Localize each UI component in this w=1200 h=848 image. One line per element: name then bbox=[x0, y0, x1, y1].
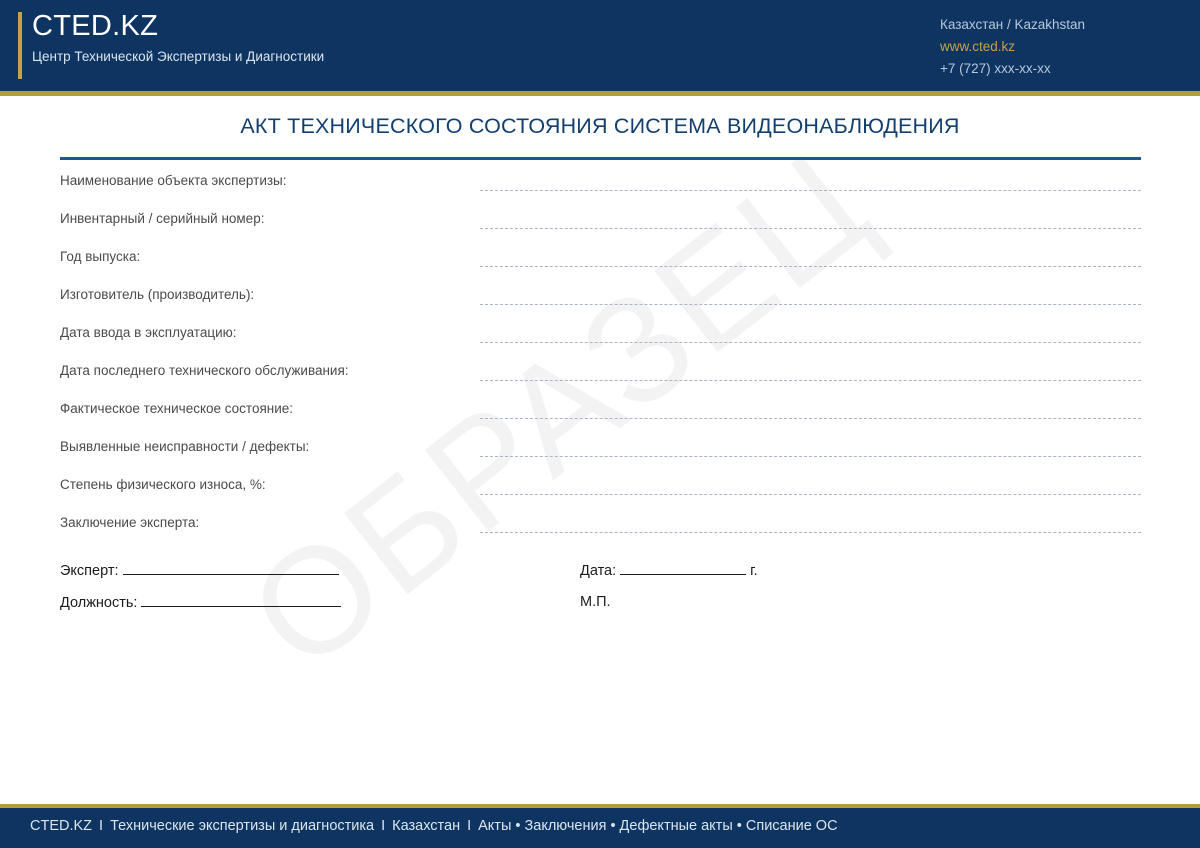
header-divider bbox=[0, 91, 1200, 96]
date-suffix: г. bbox=[750, 563, 758, 579]
stamp-place: М.П. bbox=[580, 594, 611, 610]
field-defects bbox=[60, 436, 1141, 474]
expert-label: Эксперт: bbox=[60, 563, 119, 579]
field-label: Наименование объекта экспертизы: bbox=[60, 173, 287, 188]
field-manufacturer bbox=[60, 284, 1141, 322]
field-fill-line[interactable] bbox=[480, 494, 1141, 495]
position-signature-line[interactable] bbox=[141, 594, 341, 607]
field-label: Фактическое техническое состояние: bbox=[60, 401, 294, 416]
form-fields bbox=[60, 170, 1141, 550]
field-object-name bbox=[60, 170, 1141, 208]
field-last-maintenance bbox=[60, 360, 1141, 398]
footer-separator: I bbox=[99, 818, 104, 834]
document-title: АКТ ТЕХНИЧЕСКОГО СОСТОЯНИЯ СИСТЕМА ВИДЕОНАБЛЮДЕНИЯ bbox=[240, 114, 960, 138]
field-fill-line[interactable] bbox=[480, 532, 1141, 533]
footer-item: Акты • Заключения • Дефектные акты • Списание ОС bbox=[478, 818, 838, 834]
footer-item: CTED.KZ bbox=[30, 818, 93, 834]
field-commissioning-date bbox=[60, 322, 1141, 360]
footer-separator: I bbox=[381, 818, 386, 834]
title-divider bbox=[60, 157, 1141, 160]
field-fill-line[interactable] bbox=[480, 190, 1141, 191]
contact-website-link[interactable]: www.cted.kz bbox=[940, 39, 1016, 54]
field-year bbox=[60, 246, 1141, 284]
field-fill-line[interactable] bbox=[480, 456, 1141, 457]
field-fill-line[interactable] bbox=[480, 380, 1141, 381]
field-fill-line[interactable] bbox=[480, 304, 1141, 305]
expert-signature bbox=[60, 562, 339, 579]
page-header bbox=[0, 0, 1200, 91]
contact-country: Казахстан / Kazakhstan bbox=[940, 17, 1086, 32]
brand-accent-bar bbox=[18, 12, 22, 79]
field-wear-degree bbox=[60, 474, 1141, 512]
field-label: Выявленные неисправности / дефекты: bbox=[60, 439, 310, 454]
footer-text bbox=[30, 818, 838, 834]
contact-phone: +7 (727) xxx-xx-xx bbox=[940, 61, 1051, 76]
brand-subtitle: Центр Технической Экспертизы и Диагностики bbox=[32, 49, 325, 64]
field-label: Заключение эксперта: bbox=[60, 515, 200, 530]
footer-item: Технические экспертизы и диагностика bbox=[110, 818, 375, 834]
date-line[interactable] bbox=[620, 562, 746, 575]
date-label: Дата: bbox=[580, 563, 617, 579]
field-label: Год выпуска: bbox=[60, 249, 141, 264]
field-actual-condition bbox=[60, 398, 1141, 436]
field-expert-conclusion bbox=[60, 512, 1141, 550]
field-label: Степень физического износа, %: bbox=[60, 477, 266, 492]
field-label: Изготовитель (производитель): bbox=[60, 287, 255, 302]
field-label: Инвентарный / серийный номер: bbox=[60, 211, 265, 226]
footer-item: Казахстан bbox=[392, 818, 461, 834]
field-label: Дата ввода в эксплуатацию: bbox=[60, 325, 237, 340]
position-label: Должность: bbox=[60, 595, 138, 611]
brand-name: CTED.KZ bbox=[32, 10, 159, 42]
field-fill-line[interactable] bbox=[480, 228, 1141, 229]
footer-separator: I bbox=[467, 818, 472, 834]
expert-signature-line[interactable] bbox=[123, 562, 339, 575]
field-fill-line[interactable] bbox=[480, 418, 1141, 419]
field-fill-line[interactable] bbox=[480, 342, 1141, 343]
date-signature bbox=[580, 562, 758, 579]
field-label: Дата последнего технического обслуживания: bbox=[60, 363, 349, 378]
field-serial-number bbox=[60, 208, 1141, 246]
field-fill-line[interactable] bbox=[480, 266, 1141, 267]
position-signature bbox=[60, 594, 341, 611]
page-footer bbox=[0, 808, 1200, 848]
